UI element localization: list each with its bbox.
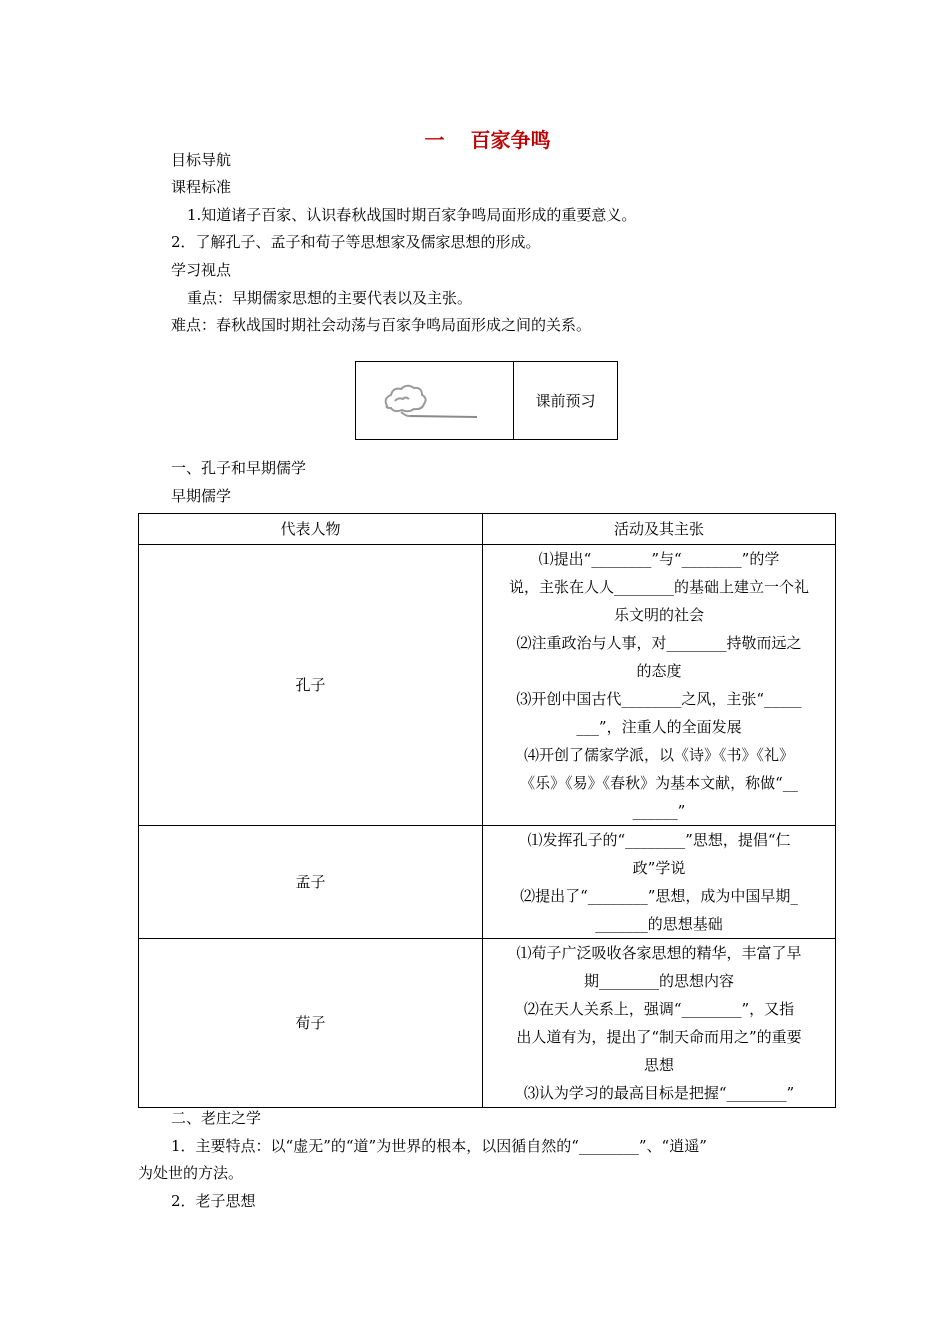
section-2-item-1-line-2: 为处世的方法。	[138, 1164, 244, 1182]
table-cell-line: ⑴荀子广泛吸收各家思想的精华，丰富了早	[516, 944, 802, 962]
table-cell-line: 说，主张在人人________的基础上建立一个礼	[508, 578, 809, 596]
table-header-person: 代表人物	[139, 514, 483, 545]
table-cell-line: 的态度	[636, 662, 682, 680]
row-name-mencius: 孟子	[139, 826, 483, 939]
section-1-subheading: 早期儒学	[171, 487, 232, 505]
preview-banner	[355, 361, 618, 440]
confucianism-table	[138, 513, 836, 1108]
table-cell-line: ⑶认为学习的最高目标是把握“________”	[523, 1084, 795, 1102]
row-acts-confucius	[483, 545, 836, 826]
title-text: 百家争鸣	[470, 128, 551, 152]
section-1-heading: 一、孔子和早期儒学	[171, 459, 307, 477]
table-cell-line: 《乐》《易》《春秋》为基本文献，称做“__	[520, 774, 798, 792]
table-cell-line: ⑶开创中国古代________之风，主张“_____	[516, 690, 802, 708]
standard-item-2: 2．了解孔子、孟子和荀子等思想家及儒家思想的形成。	[171, 233, 541, 251]
table-cell-line: 政”学说	[632, 859, 686, 877]
difficulty-point: 难点：春秋战国时期社会动荡与百家争鸣局面形成之间的关系。	[171, 316, 592, 334]
table-cell-line: ___”，注重人的全面发展	[576, 718, 742, 736]
row-acts-xunzi	[483, 939, 836, 1108]
title-number: 一	[424, 128, 445, 152]
row-acts-mencius	[483, 826, 836, 939]
learning-viewpoint-heading: 学习视点	[171, 261, 232, 279]
row-name-confucius: 孔子	[139, 545, 483, 826]
table-cell-line: ⑵提出了“________”思想，成为中国早期_	[520, 887, 798, 905]
table-cell-line: _______的思想基础	[595, 915, 723, 933]
table-cell-line: ⑴发挥孔子的“________”思想，提倡“仁	[527, 831, 791, 849]
banner-decoration	[356, 362, 514, 439]
table-cell-line: 出人道有为，提出了“制天命而用之”的重要	[516, 1028, 802, 1046]
table-row	[139, 939, 836, 1108]
course-standard-heading: 课程标准	[171, 178, 232, 196]
table-cell-line: ⑵注重政治与人事，对________持敬而远之	[516, 634, 802, 652]
table-header-row	[139, 514, 836, 545]
table-cell-line: ______”	[632, 802, 686, 820]
section-2-heading: 二、老庄之学	[171, 1109, 262, 1127]
table-header-activities: 活动及其主张	[483, 514, 836, 545]
standard-item-1: 1.知道诸子百家、认识春秋战国时期百家争鸣局面形成的重要意义。	[187, 206, 637, 224]
section-2-item-2: 2．老子思想	[171, 1192, 256, 1210]
target-nav-heading: 目标导航	[171, 151, 232, 169]
section-2-item-1-line-1: 1．主要特点：以“虚无”的“道”为世界的根本，以因循自然的“________”、“逍遥”	[171, 1137, 707, 1155]
table-cell-line: ⑷开创了儒家学派，以《诗》《书》《礼》	[523, 746, 794, 764]
table-cell-line: ⑵在天人关系上，强调“________”，又指	[523, 1000, 795, 1018]
table-row	[139, 826, 836, 939]
table-cell-line: ⑴提出“________”与“________”的学	[538, 550, 780, 568]
table-cell-line: 思想	[643, 1056, 674, 1074]
key-point: 重点：早期儒家思想的主要代表以及主张。	[187, 289, 473, 307]
cloud-icon	[381, 374, 531, 434]
banner-label: 课前预习	[535, 392, 596, 410]
page-title	[0, 124, 950, 153]
table-cell-line: 期________的思想内容	[583, 972, 734, 990]
table-row	[139, 545, 836, 826]
table-cell-line: 乐文明的社会	[613, 606, 704, 624]
row-name-xunzi: 荀子	[139, 939, 483, 1108]
